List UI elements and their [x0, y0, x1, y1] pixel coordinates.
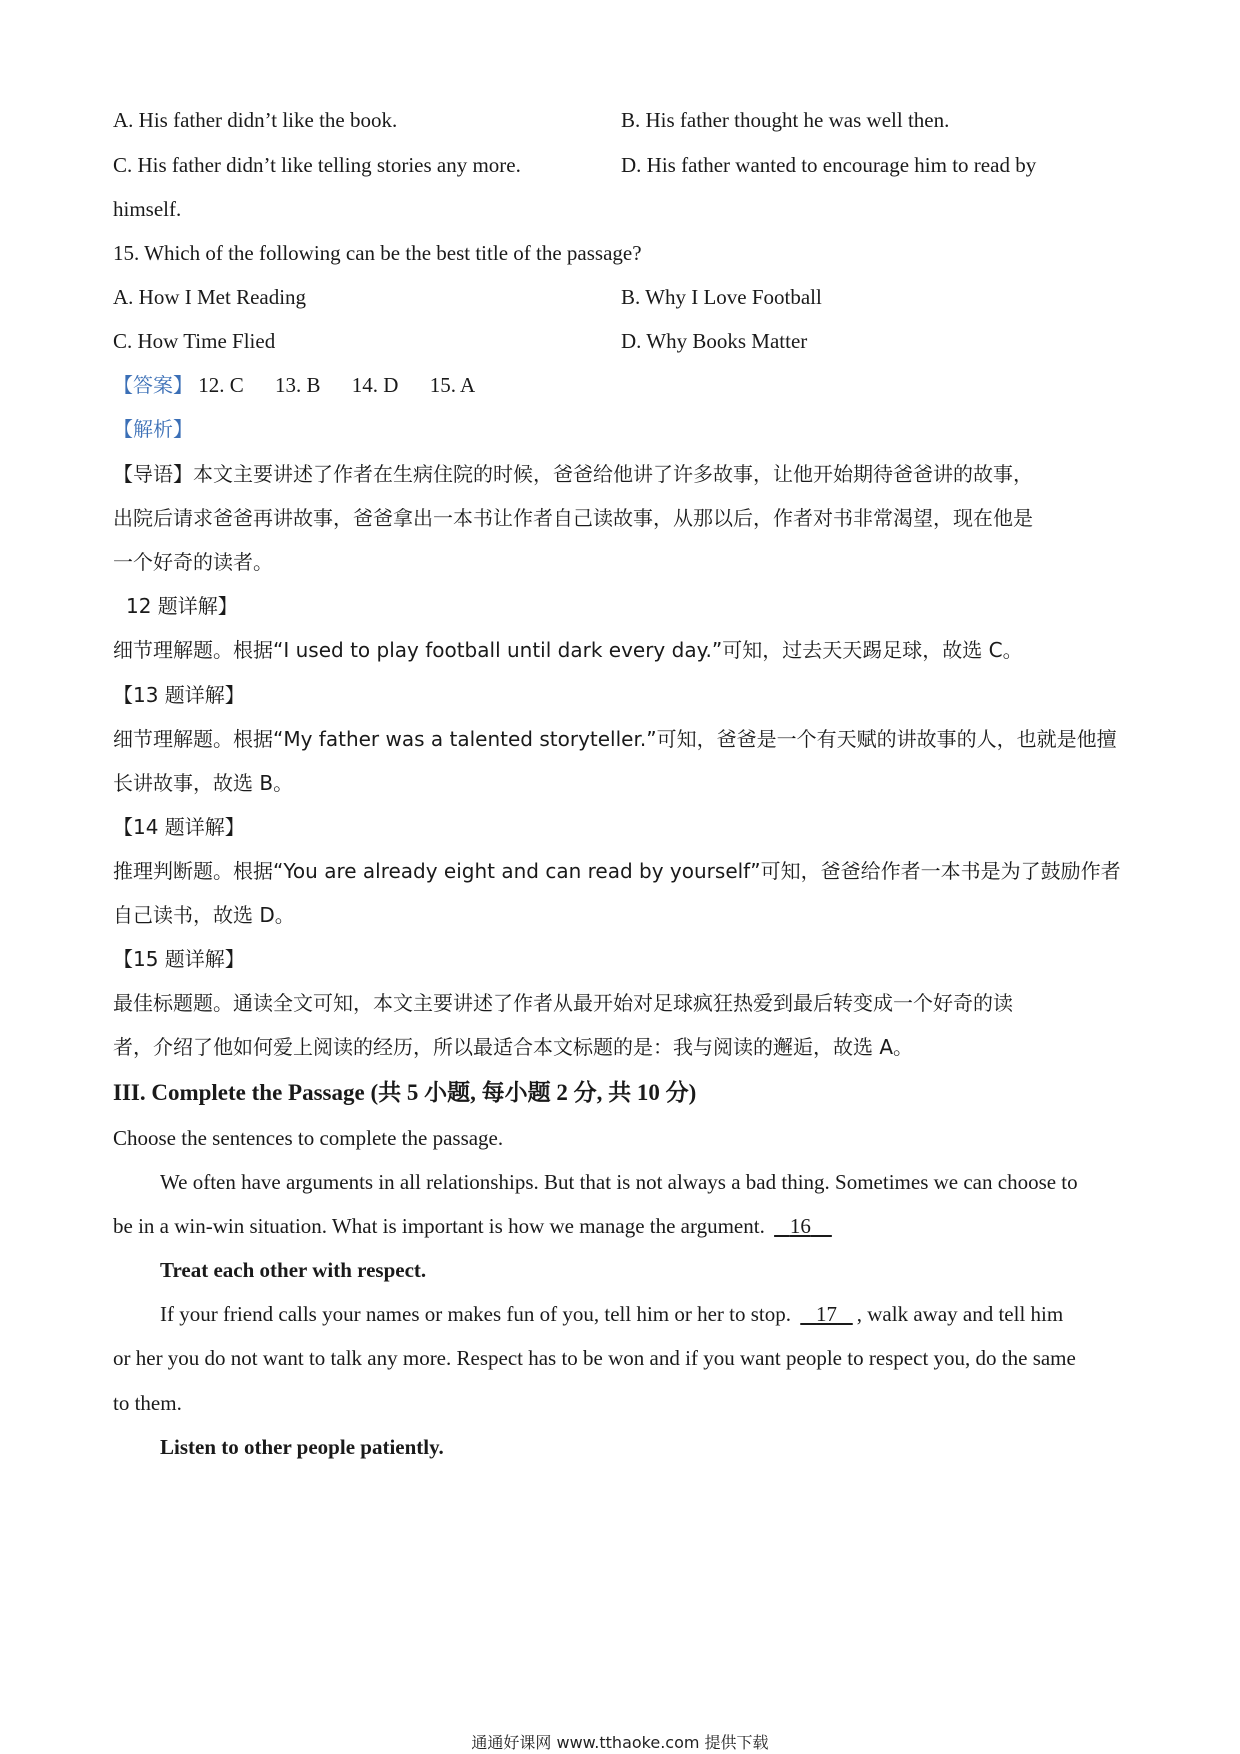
- passage-para1-line: [113, 1211, 836, 1241]
- passage-para2-line: or her you do not want to talk any more. Respect has to be won and if you want people to respect you, do the same: [113, 1346, 1076, 1370]
- q13-detail-line: 细节理解题。根据“My father was a talented storyteller.”可知，爸爸是一个有天赋的讲故事的人，也就是他擅: [113, 727, 1117, 751]
- q13-detail-line: 长讲故事，故选 B。: [113, 771, 294, 795]
- passage-text: If your friend calls your names or makes fun of you, tell him or her to stop.: [160, 1302, 792, 1326]
- q15-detail-line: 者，介绍了他如何爱上阅读的经历，所以最适合本文标题的是：我与阅读的邂逅，故选 A。: [113, 1035, 914, 1059]
- answer-item: 13. B: [275, 373, 321, 397]
- analysis-intro-line: 出院后请求爸爸再讲故事，爸爸拿出一本书让作者自己读故事，从那以后，作者对书非常渴望，现在他是: [113, 506, 1033, 530]
- page-footer: 通通好课网 www.tthaoke.com 提供下载: [471, 1733, 769, 1752]
- answer-line: [113, 370, 501, 400]
- q15-option-d: D. Why Books Matter: [621, 329, 808, 353]
- blank-number: 17: [816, 1302, 838, 1326]
- subheading-listen: Listen to other people patiently.: [160, 1435, 444, 1459]
- answer-item: 12. C: [198, 373, 244, 397]
- q15-option-c: C. How Time Flied: [113, 329, 276, 353]
- q15-detail-line: 最佳标题题。通读全文可知，本文主要讲述了作者从最开始对足球疯狂热爱到最后转变成一个好奇的读: [113, 991, 1013, 1015]
- passage-para2-line: [160, 1299, 1063, 1329]
- blank-number: 16: [789, 1214, 811, 1238]
- section-instruction: Choose the sentences to complete the passage.: [113, 1126, 504, 1150]
- q15-option-b: B. Why I Love Football: [621, 285, 822, 309]
- q12-detail-text: 细节理解题。根据“I used to play football until dark every day.”可知，过去天天踢足球，故选 C。: [113, 638, 1023, 662]
- answer-item: 15. A: [429, 373, 476, 397]
- blank-16[interactable]: [770, 1214, 836, 1238]
- analysis-label: 【解析】: [113, 417, 193, 441]
- q14-option-a: A. His father didn’t like the book.: [113, 108, 398, 132]
- q14-detail-line: 推理判断题。根据“You are already eight and can read by yourself”可知，爸爸给作者一本书是为了鼓励作者: [113, 859, 1121, 883]
- q14-option-d: D. His father wanted to encourage him to read by: [621, 153, 1037, 177]
- q15-detail-title: 【15 题详解】: [113, 947, 245, 971]
- subheading-respect: Treat each other with respect.: [160, 1258, 427, 1282]
- passage-para1-line: We often have arguments in all relationships. But that is not always a bad thing. Sometimes we can choose to: [160, 1170, 1078, 1194]
- section-heading: III. Complete the Passage (共 5 小题, 每小题 2 分, 共 10 分): [113, 1080, 697, 1105]
- passage-text: be in a win-win situation. What is important is how we manage the argument.: [113, 1214, 765, 1238]
- passage-text: , walk away and tell him: [856, 1302, 1064, 1326]
- q14-option-b: B. His father thought he was well then.: [621, 108, 950, 132]
- blank-17[interactable]: [796, 1302, 857, 1326]
- analysis-intro-line: 【导语】本文主要讲述了作者在生病住院的时候，爸爸给他讲了许多故事，让他开始期待爸爸讲的故事，: [113, 462, 1033, 486]
- answer-label: 【答案】: [113, 373, 193, 397]
- passage-para2-line: to them.: [113, 1391, 182, 1415]
- q13-detail-title: 【13 题详解】: [113, 683, 245, 707]
- q14-detail-line: 自己读书，故选 D。: [113, 903, 295, 927]
- q14-option-c: C. His father didn’t like telling stories any more.: [113, 153, 521, 177]
- q14-option-d-continued: himself.: [113, 197, 182, 221]
- q15-option-a: A. How I Met Reading: [113, 285, 307, 309]
- q12-detail-title: 12 题详解】: [126, 594, 238, 618]
- analysis-intro-line: 一个好奇的读者。: [113, 550, 273, 574]
- q14-detail-title: 【14 题详解】: [113, 815, 245, 839]
- q15-question: 15. Which of the following can be the best title of the passage?: [113, 241, 642, 265]
- answer-item: 14. D: [351, 373, 399, 397]
